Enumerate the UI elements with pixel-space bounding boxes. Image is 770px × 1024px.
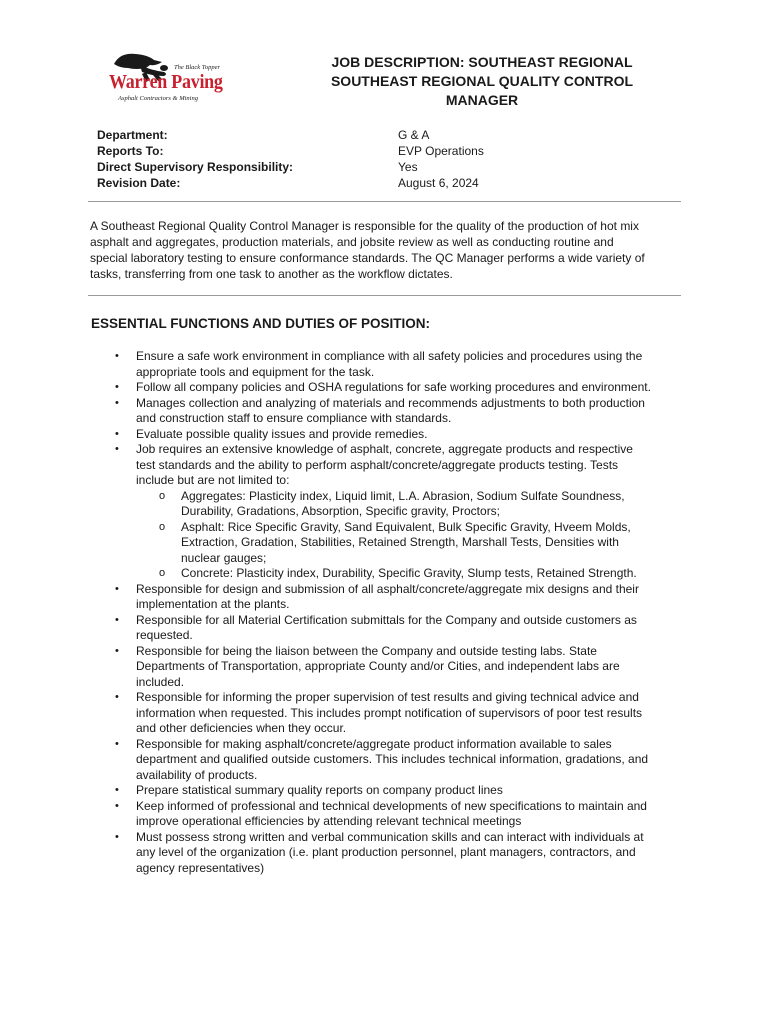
duty-item: [115, 395, 770, 427]
test-category-text: Asphalt: Rice Specific Gravity, Sand Equivalent, Bulk Specific Gravity, Hveem Molds,: [181, 519, 631, 534]
duty-item: [115, 380, 770, 396]
duty-text: Responsible for design and submission of all asphalt/concrete/aggregate mix designs and their: [136, 581, 639, 596]
test-category-text: Extraction, Gradation, Stabilities, Retained Strength, Marshall Tests, Densities with: [181, 535, 619, 549]
test-category-text: Concrete: Plasticity index, Durability, Specific Gravity, Slump tests, Retained Strength.: [181, 566, 637, 580]
duty-text: and construction staff to ensure compliance with standards.: [136, 411, 452, 425]
duty-item: [115, 349, 770, 380]
logo-wordmark: Warren Paving: [109, 71, 223, 93]
duty-item: [115, 798, 770, 830]
reports-to-label: Reports To:: [97, 144, 164, 158]
duty-text: Job requires an extensive knowledge of asphalt, concrete, aggregate products and respective: [136, 442, 633, 456]
bullet-icon: •: [115, 830, 119, 843]
duty-text: Ensure a safe work environment in compliance with all safety policies and procedures using the: [136, 349, 643, 363]
duty-text: availability of products.: [136, 767, 258, 782]
reports-to-value: EVP Operations: [398, 144, 484, 158]
duty-text: Evaluate possible quality issues and provide remedies.: [136, 426, 428, 441]
duty-text: agency representatives): [136, 860, 265, 875]
duty-item: [115, 643, 770, 691]
summary-line: tasks, transferring from one task to another as the workflow dictates.: [90, 267, 453, 281]
sub-bullet-icon: o: [159, 520, 166, 533]
revision-date-value: August 6, 2024: [398, 176, 479, 190]
duty-text: appropriate tools and equipment for the task.: [136, 364, 375, 379]
summary-line: asphalt and aggregates, production materials, and jobsite review as well as conducting routine and: [90, 235, 614, 249]
duty-text: Keep informed of professional and technical developments of new specifications to maintain and: [136, 798, 647, 813]
summary-line: special laboratory testing to ensure conformance standards. The QC Manager performs a wide variety of: [90, 251, 645, 265]
duty-text: requested.: [136, 628, 193, 642]
duty-text: Responsible for informing the proper supervision of test results and giving technical advice and: [136, 690, 639, 704]
duty-text: information when requested. This includes prompt notification of supervisors of poor test results: [136, 705, 643, 720]
bullet-icon: •: [115, 644, 119, 657]
bullet-icon: •: [115, 784, 119, 796]
revision-date-label: Revision Date:: [97, 176, 181, 190]
department-value: G & A: [398, 128, 430, 142]
duty-text: implementation at the plants.: [136, 597, 290, 611]
duty-item: [115, 442, 770, 582]
supervisory-value: Yes: [398, 160, 418, 174]
test-category-text: Durability, Gradations, Absorption, Specific gravity, Proctors;: [181, 504, 501, 518]
title-line: MANAGER: [445, 92, 519, 108]
company-logo: [106, 46, 246, 106]
position-summary: [90, 218, 690, 282]
test-category-text: Aggregates: Plasticity index, Liquid limit, L.A. Abrasion, Sodium Sulfate Soundness,: [181, 488, 625, 503]
supervisory-label: Direct Supervisory Responsibility:: [97, 160, 294, 174]
duty-text: included.: [136, 674, 185, 689]
duty-text: department and qualified outside customers. This includes technical information, gradations, and: [136, 752, 649, 766]
bullet-icon: •: [115, 427, 119, 440]
duty-item: [115, 783, 770, 799]
duty-text: Manages collection and analyzing of materials and recommends adjustments to both production: [136, 395, 645, 410]
bullet-icon: •: [115, 396, 119, 409]
duty-text: include but are not limited to:: [136, 473, 290, 487]
bullet-icon: •: [115, 737, 119, 750]
logo-tagline: The Black Topper: [174, 64, 220, 71]
divider: [88, 201, 681, 202]
duty-text: Prepare statistical summary quality reports on company product lines: [136, 783, 503, 797]
department-label: Department:: [97, 128, 168, 142]
test-category-text: nuclear gauges;: [181, 550, 267, 565]
duty-text: and other deficiencies when they occur.: [136, 721, 347, 735]
duty-text: Responsible for being the liaison between the Company and outside testing labs. State: [136, 643, 597, 658]
duty-text: Follow all company policies and OSHA regulations for safe working procedures and environment.: [136, 380, 651, 394]
duty-item: [115, 581, 770, 613]
duty-text: any level of the organization (i.e. plant production personnel, plant managers, contractors, and: [136, 845, 636, 859]
bullet-icon: •: [115, 350, 119, 362]
duty-text: Must possess strong written and verbal communication skills and can interact with individuals at: [136, 829, 644, 844]
duty-item: [115, 612, 770, 644]
test-category-item: [159, 519, 770, 567]
duty-item: [115, 736, 770, 784]
title-line: JOB DESCRIPTION: SOUTHEAST REGIONAL: [331, 54, 633, 70]
test-category-item: [159, 566, 770, 582]
document-title: [290, 53, 674, 110]
duty-item: [115, 690, 770, 737]
bullet-icon: •: [115, 799, 119, 812]
bullet-icon: •: [115, 582, 119, 595]
section-heading: ESSENTIAL FUNCTIONS AND DUTIES OF POSITION:: [91, 316, 431, 331]
duty-item: [115, 829, 770, 877]
duty-text: Responsible for making asphalt/concrete/aggregate product information available to sales: [136, 736, 612, 751]
duties-list: [0, 349, 770, 876]
summary-line: A Southeast Regional Quality Control Manager is responsible for the quality of the production of hot mix: [90, 219, 639, 233]
duty-text: improve operational efficiencies by attending relevant technical meetings: [136, 814, 522, 828]
duty-item: [115, 426, 770, 443]
duty-text: Responsible for all Material Certification submittals for the Company and outside customers as: [136, 612, 637, 627]
sub-bullet-icon: o: [159, 567, 166, 579]
duty-text: Departments of Transportation, appropriate County and/or Cities, and independent labs are: [136, 659, 620, 673]
divider: [88, 295, 681, 296]
test-category-item: [159, 488, 770, 520]
bullet-icon: •: [115, 691, 119, 703]
title-line: SOUTHEAST REGIONAL QUALITY CONTROL: [330, 73, 634, 89]
bullet-icon: •: [115, 613, 119, 626]
bullet-icon: •: [115, 443, 119, 455]
bullet-icon: •: [115, 381, 119, 393]
sub-bullet-icon: o: [159, 489, 166, 502]
logo-subtitle: Asphalt Contractors & Mining: [118, 95, 198, 102]
duty-text: test standards and the ability to perform asphalt/concrete/aggregate products testing. Tests: [136, 457, 619, 472]
